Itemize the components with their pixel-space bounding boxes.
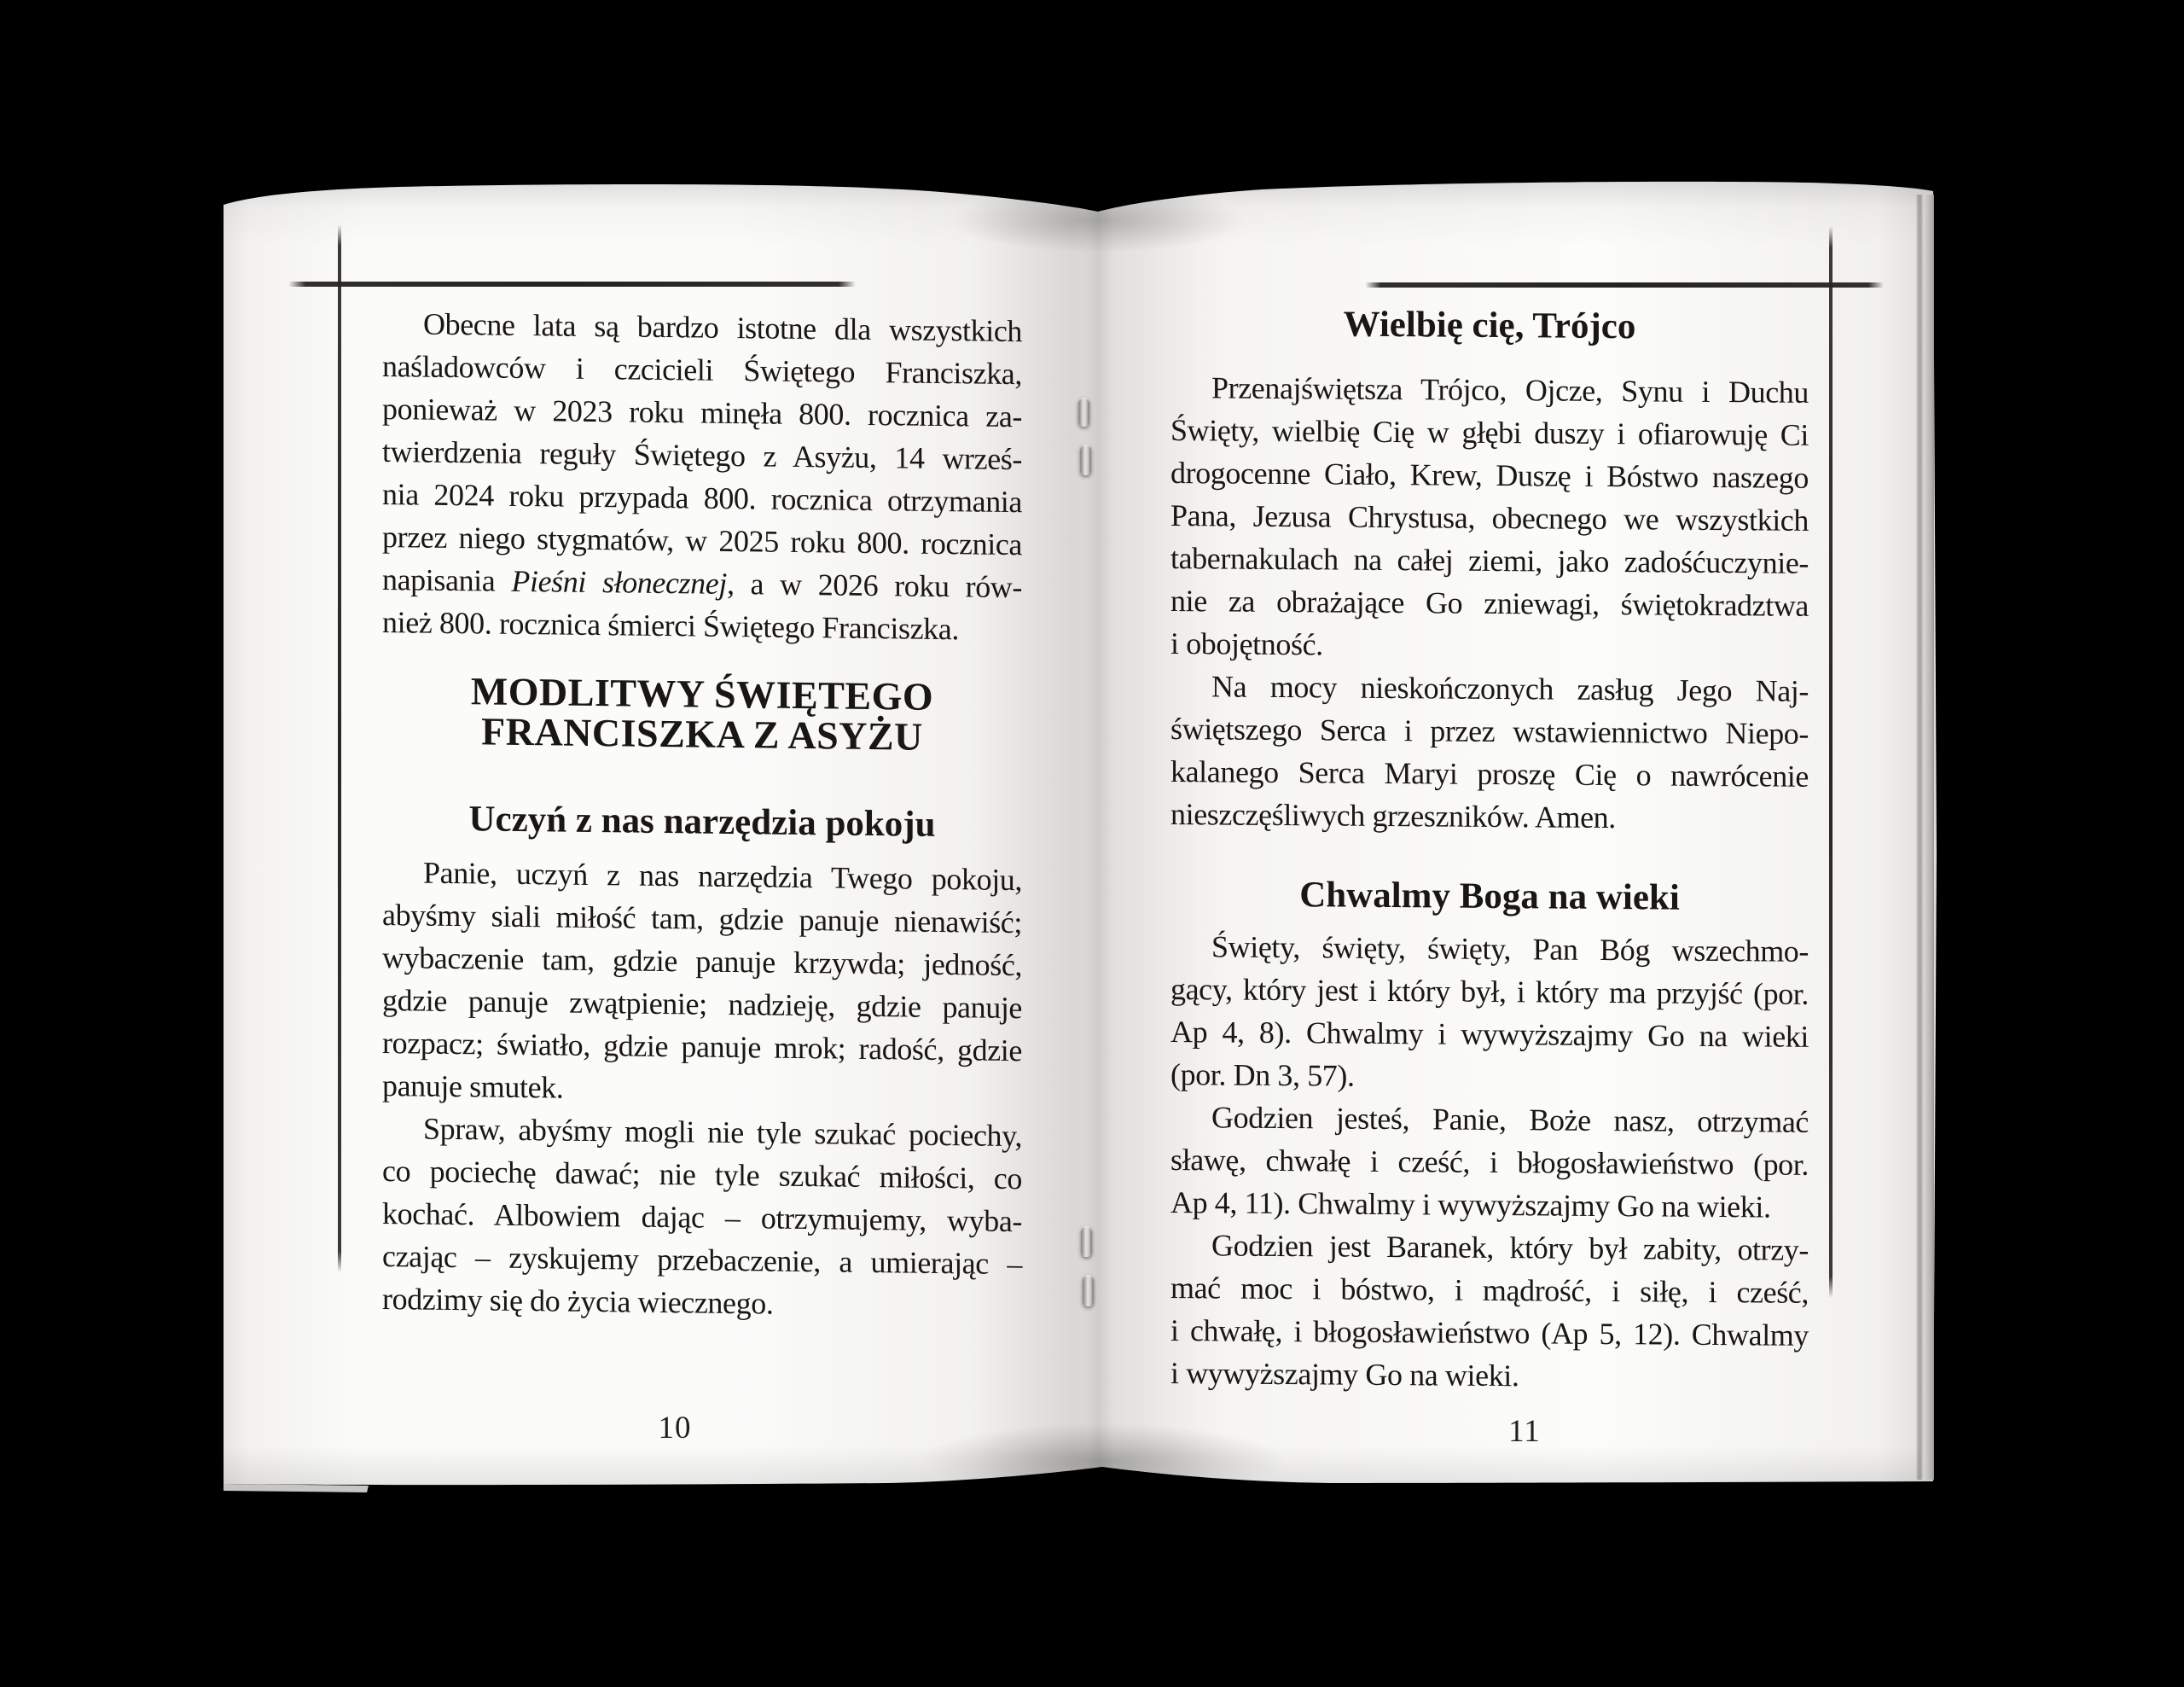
text-line: tabernakulach na całej ziemi, jako zadośćuczynie- bbox=[1170, 541, 1809, 580]
text-line: świętszego Serca i przez wstawiennictwo Niepo- bbox=[1170, 712, 1809, 751]
prayer-paragraph bbox=[382, 1107, 1022, 1328]
text-line: ponieważ w 2023 roku minęła 800. rocznica za- bbox=[382, 392, 1022, 434]
text-line: Święty, wielbię Cię w głębi duszy i ofiarowuję Ci bbox=[1170, 413, 1809, 452]
text-span: , a w 2026 roku rów- bbox=[726, 566, 1022, 605]
text-line bbox=[382, 558, 1022, 608]
left-page bbox=[382, 302, 1022, 1328]
text-line: i wywyższajmy Go na wieki. bbox=[1170, 1356, 1519, 1393]
text-line: panuje smutek. bbox=[382, 1068, 564, 1105]
page-block-edge bbox=[1916, 195, 1934, 1480]
text-line: gdzie panuje zwątpienie; nadzieję, gdzie panuje bbox=[382, 983, 1022, 1026]
text-line: kalanego Serca Maryi proszę Cię o nawrócenie bbox=[1170, 754, 1809, 794]
text-line: drogocenne Ciało, Krew, Duszę i Bóstwo naszego bbox=[1170, 456, 1809, 495]
prayer-title-peace: Uczyń z nas narzędzia pokoju bbox=[468, 799, 936, 845]
text-line: co pociechę dawać; nie tyle szukać miłości, co bbox=[382, 1154, 1022, 1196]
right-page-top-rule bbox=[1365, 282, 1884, 288]
text-line: FRANCISZKA Z ASYŻU bbox=[481, 709, 923, 759]
right-page-margin-rule bbox=[1829, 226, 1833, 1298]
text-line: nież 800. rocznica śmierci Świętego Franciszka. bbox=[382, 605, 959, 647]
text-line: czając – zyskujemy przebaczenie, a umierając – bbox=[382, 1239, 1022, 1282]
staple-segment bbox=[1078, 398, 1089, 427]
prayer-paragraph bbox=[382, 851, 1022, 1114]
page-number-right: 11 bbox=[1508, 1414, 1541, 1449]
text-line: abyśmy siali miłość tam, gdzie panuje nienawiść; bbox=[382, 898, 1022, 940]
text-line: kochać. Albowiem dając – otrzymujemy, wyba- bbox=[382, 1196, 1022, 1239]
text-line: rozpacz; światło, gdzie panuje mrok; radość, gdzie bbox=[382, 1026, 1022, 1068]
left-page-margin-rule bbox=[338, 224, 341, 1272]
staple-segment bbox=[1081, 1226, 1092, 1257]
text-line: Godzien jest Baranek, który był zabity, otrzy- bbox=[1211, 1228, 1809, 1267]
text-line: MODLITWY ŚWIĘTEGO bbox=[470, 669, 934, 718]
text-line: nie za obrażające Go zniewagi, świętokradztwa bbox=[1170, 584, 1809, 623]
left-page-top-rule bbox=[288, 282, 856, 287]
text-line: wybaczenie tam, gdzie panuje krzywda; jedność, bbox=[382, 940, 1022, 983]
text-line: twierdzenia reguły Świętego z Asyżu, 14 wrześ- bbox=[382, 434, 1022, 477]
text-line: Święty, święty, święty, Pan Bóg wszechmo- bbox=[1211, 929, 1809, 969]
staple-segment bbox=[1083, 1275, 1094, 1306]
intro-paragraph bbox=[382, 302, 1022, 651]
section-title bbox=[382, 670, 1022, 758]
text-line: Ap 4, 11). Chwalmy i wywyższajmy Go na wieki. bbox=[1170, 1185, 1771, 1225]
prayer-title-praise: Chwalmy Boga na wieki bbox=[1299, 875, 1680, 918]
italic-text-span: Pieśni słonecznej bbox=[511, 563, 727, 601]
prayer-paragraph bbox=[1170, 366, 1809, 670]
text-line: mać moc i bóstwo, i mądrość, i siłę, i cześć, bbox=[1170, 1271, 1809, 1310]
text-line: Godzien jesteś, Panie, Boże nasz, otrzymać bbox=[1211, 1100, 1809, 1139]
page-stack-sliver bbox=[224, 1484, 369, 1492]
text-line: nia 2024 roku przypada 800. rocznica otrzymania bbox=[382, 477, 1022, 520]
prayer-paragraph bbox=[1170, 925, 1809, 1101]
text-line: Panie, uczyń z nas narzędzia Twego pokoju, bbox=[423, 855, 1022, 898]
prayer-title-trinity: Wielbię cię, Trójco bbox=[1343, 304, 1636, 347]
text-line: (por. Dn 3, 57). bbox=[1170, 1057, 1355, 1093]
page-number-left: 10 bbox=[658, 1411, 692, 1446]
text-line: Pana, Jezusa Chrystusa, obecnego we wszystkich bbox=[1170, 498, 1809, 538]
text-line: i obojętność. bbox=[1170, 626, 1323, 662]
prayer-paragraph bbox=[1170, 665, 1809, 841]
text-line: Ap 4, 8). Chwalmy i wywyższajmy Go na wieki bbox=[1170, 1015, 1809, 1054]
text-line: naśladowców i czcicieli Świętego Franciszka, bbox=[382, 349, 1022, 392]
text-line: nieszczęśliwych grzeszników. Amen. bbox=[1170, 797, 1616, 835]
text-line: i chwałę, i błogosławieństwo (Ap 5, 12). Chwalmy bbox=[1170, 1313, 1809, 1353]
text-line: przez niego stygmatów, w 2025 roku 800. rocznica bbox=[382, 520, 1022, 562]
right-page bbox=[1170, 302, 1809, 1399]
text-line: rodzimy się do życia wiecznego. bbox=[382, 1282, 774, 1321]
text-line: Spraw, abyśmy mogli nie tyle szukać pociechy, bbox=[423, 1111, 1022, 1154]
text-span: napisania bbox=[382, 562, 512, 598]
prayer-paragraph bbox=[1170, 1224, 1809, 1399]
text-line: gący, który jest i który był, i który ma przyjść (por. bbox=[1170, 972, 1809, 1011]
text-line: Na mocy nieskończonych zasług Jego Naj- bbox=[1211, 669, 1809, 708]
staple-segment bbox=[1080, 445, 1091, 475]
text-line: Przenajświętsza Trójco, Ojcze, Synu i Duchu bbox=[1211, 370, 1809, 410]
prayer-paragraph bbox=[1170, 1096, 1809, 1229]
text-line: Obecne lata są bardzo istotne dla wszystkich bbox=[423, 306, 1022, 349]
text-line: sławę, chwałę i cześć, i błogosławieństwo (por. bbox=[1170, 1143, 1809, 1182]
